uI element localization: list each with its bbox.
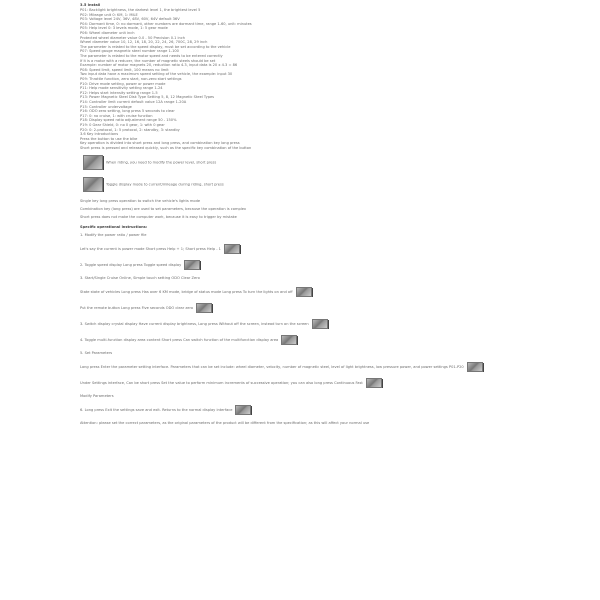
- text-line-content: Protected wheel diameter value 0.0 - 50 Precision 0.1 inch: [80, 35, 186, 40]
- text-line-content: Modify Parameters: [80, 393, 114, 398]
- text-line: [80, 421, 580, 425]
- text-line-content: If it is a motor with a reducer, the number of magnetic steels should be set: [80, 58, 216, 63]
- text-line-content: P08: Speed limit, speed limit, 100 means no limit: [80, 67, 169, 72]
- text-line: [80, 3, 580, 7]
- text-line-content: P06: Wheel diameter unit inch: [80, 31, 135, 35]
- text-line-content: 4. Toggle multi-function display area content Short press Can switch function of the multifunction display area: [80, 337, 279, 342]
- key-button-icon: [296, 287, 312, 297]
- text-line-content: P07: Speed gauge magnetic steel number range 1-100: [80, 49, 179, 54]
- text-line-content: P15: Controller undervoltage: [80, 104, 132, 109]
- text-line-content: P14: Controller limit current default value 12A range 1-20A: [80, 100, 187, 104]
- key-button-icon: [235, 405, 251, 415]
- text-line-content: P11: Help mode sensitivity setting range 1-24: [80, 86, 163, 91]
- text-line-content: Two input data have a maximum speed setting of the vehicle, the example: input 30: [80, 72, 233, 77]
- text-line-content: P05: Help level 0: 3 levels mode, 1: 5 gear mode: [80, 26, 168, 31]
- text-line-content: Let's say the current is power mode Short press Help + 1; Short press Help - 1: [80, 246, 221, 251]
- text-line-content: P19: 0 Gear Shield, 0: no 0 gear, 1: with 0 gear: [80, 123, 165, 127]
- text-line-content: P10: Drive mode setting, power or power mode: [80, 81, 166, 86]
- text-line-content: P01: Backlight brightness, the darkest level 1, the brightest level 5: [80, 8, 201, 12]
- key-button-icon: [83, 155, 103, 170]
- text-line-content: Long press Enter the parameter setting interface. Parameters that can be set include: wheel diameter, velocity, number of magnetic steel, level of light brightness, low pressure power, and power settings P01-P20: [80, 364, 464, 369]
- text-line-content: When riding, you need to modify the power level, short press: [106, 160, 217, 165]
- text-line-content: 1. Modify the power ratio / power file: [80, 232, 147, 237]
- text-line-content: Short press does not make the computer work, because it is easy to trigger by mistake: [80, 214, 237, 219]
- text-line-content: Attention: please set the correct parameters, as the original parameters of the product will be different from the specification; as this will affect your normal use: [80, 420, 370, 425]
- text-line-content: P16: ODO zero setting, long press 5 seconds to clear: [80, 109, 175, 114]
- text-line-content: P03: Voltage level 24V, 36V, 48V, 60V, 64V default 36V: [80, 17, 180, 22]
- key-button-icon: [312, 319, 328, 329]
- text-line: [80, 199, 580, 203]
- text-line: [80, 207, 580, 211]
- text-line: [80, 225, 580, 229]
- text-line-content: 3.5 Install: [80, 3, 101, 7]
- text-line: [80, 146, 580, 150]
- text-line-content: 2. Toggle speed display Long press Toggle speed display: [80, 262, 182, 267]
- text-line-content: Combination key (long press) are used to set parameters, because the operation is complex: [80, 206, 247, 211]
- text-line-content: P02: Mileage unit 0: KM, 1: MILE: [80, 12, 138, 17]
- text-line-content: Example: number of motor magnets 20, reduction ratio 4.3, input data is 20 x 4.3 = 86: [80, 63, 238, 68]
- text-line: [80, 287, 580, 297]
- key-button-icon: [281, 335, 297, 345]
- key-button-icon: [83, 177, 103, 192]
- text-line-content: P09: Throttle function, zero start, non-zero start settings: [80, 77, 182, 81]
- text-line-content: State state of vehicles Long press Has over 6 KM mode, bridge of status mode Long press To turn the lights on and off: [80, 289, 293, 294]
- text-line-content: The parameter is related to the speed display, must be set according to the vehicle: [80, 44, 231, 49]
- text-line-content: P13: Power Magnetic Steel Disk Type Setting 5, 8, 12 Magnetic Steel Types: [80, 95, 215, 100]
- text-line-content: The parameter is related to the motor speed and needs to be entered correctly: [80, 54, 223, 58]
- text-line: [80, 351, 580, 355]
- text-line-content: Press the button to use the bike: [80, 136, 138, 141]
- text-line: [80, 260, 580, 270]
- text-line-content: Wheel diameter value 10, 12, 16, 18, 20, 22, 24, 26, 700C, 28, 29 inch: [80, 40, 208, 45]
- text-line: [80, 215, 580, 219]
- text-line: [80, 362, 580, 372]
- text-line-content: Short press is pressed and released quickly, such as the specific key combination of the button: [80, 146, 252, 150]
- text-line-content: Specific operational instructions:: [80, 224, 148, 229]
- text-line-content: P20: 0: 2-protocol, 1: 5 protocol, 2: standby, 3: standby: [80, 127, 180, 132]
- key-button-icon: [196, 303, 212, 313]
- text-line-content: P17: 0: no cruise, 1: with cruise function: [80, 113, 153, 118]
- text-line-content: Single key long press operation to switch the vehicle's lights mode: [80, 198, 201, 203]
- text-line-content: P18: Display speed ratio adjustment range 50 - 150%: [80, 118, 177, 123]
- text-line: [80, 177, 580, 192]
- text-line: [80, 319, 580, 329]
- text-line: [80, 233, 580, 237]
- text-line-content: P04: Dormant time, 0: no dormant, other numbers are dormant time, range 1-60, unit: minutes: [80, 21, 252, 26]
- text-line: [80, 155, 580, 170]
- text-line-content: 3. Start/Single Cruise Online, Simple touch setting ODO Clear Zero: [80, 275, 200, 280]
- text-line-content: Put the remote button Long press Five seconds ODO clear zero: [80, 305, 194, 310]
- text-line: [80, 394, 580, 398]
- text-line-content: 3.6 Key introductions: [80, 132, 119, 137]
- text-line-content: Toggle display mode to current/mileage during riding, short press: [106, 182, 224, 187]
- text-line: [80, 244, 580, 254]
- key-button-icon: [467, 362, 483, 372]
- text-line: [80, 276, 580, 280]
- text-line: [80, 378, 580, 388]
- key-button-icon: [184, 260, 200, 270]
- text-line-content: 3. Switch display crystal display Have current display brightness, Long press Without off the screen, instead turn on the screen: [80, 321, 309, 326]
- text-line-content: P12: Helps start intensity setting range 1-5: [80, 90, 158, 95]
- text-line: [80, 335, 580, 345]
- text-line-content: Key operation is divided into short press and long press, and combination key long press: [80, 141, 240, 146]
- key-button-icon: [224, 244, 240, 254]
- text-line-content: Under Settings interface, Can be short press Set the value to perform minimum increments of successive operation; you can also long press Continuous Fast: [80, 380, 363, 385]
- key-button-icon: [366, 378, 382, 388]
- text-line-content: 5. Set Parameters: [80, 350, 113, 355]
- text-line: [80, 303, 580, 313]
- text-line-content: 6. Long press Exit the settings save and exit. Returns to the normal display interface: [80, 407, 233, 412]
- text-line: [80, 405, 580, 415]
